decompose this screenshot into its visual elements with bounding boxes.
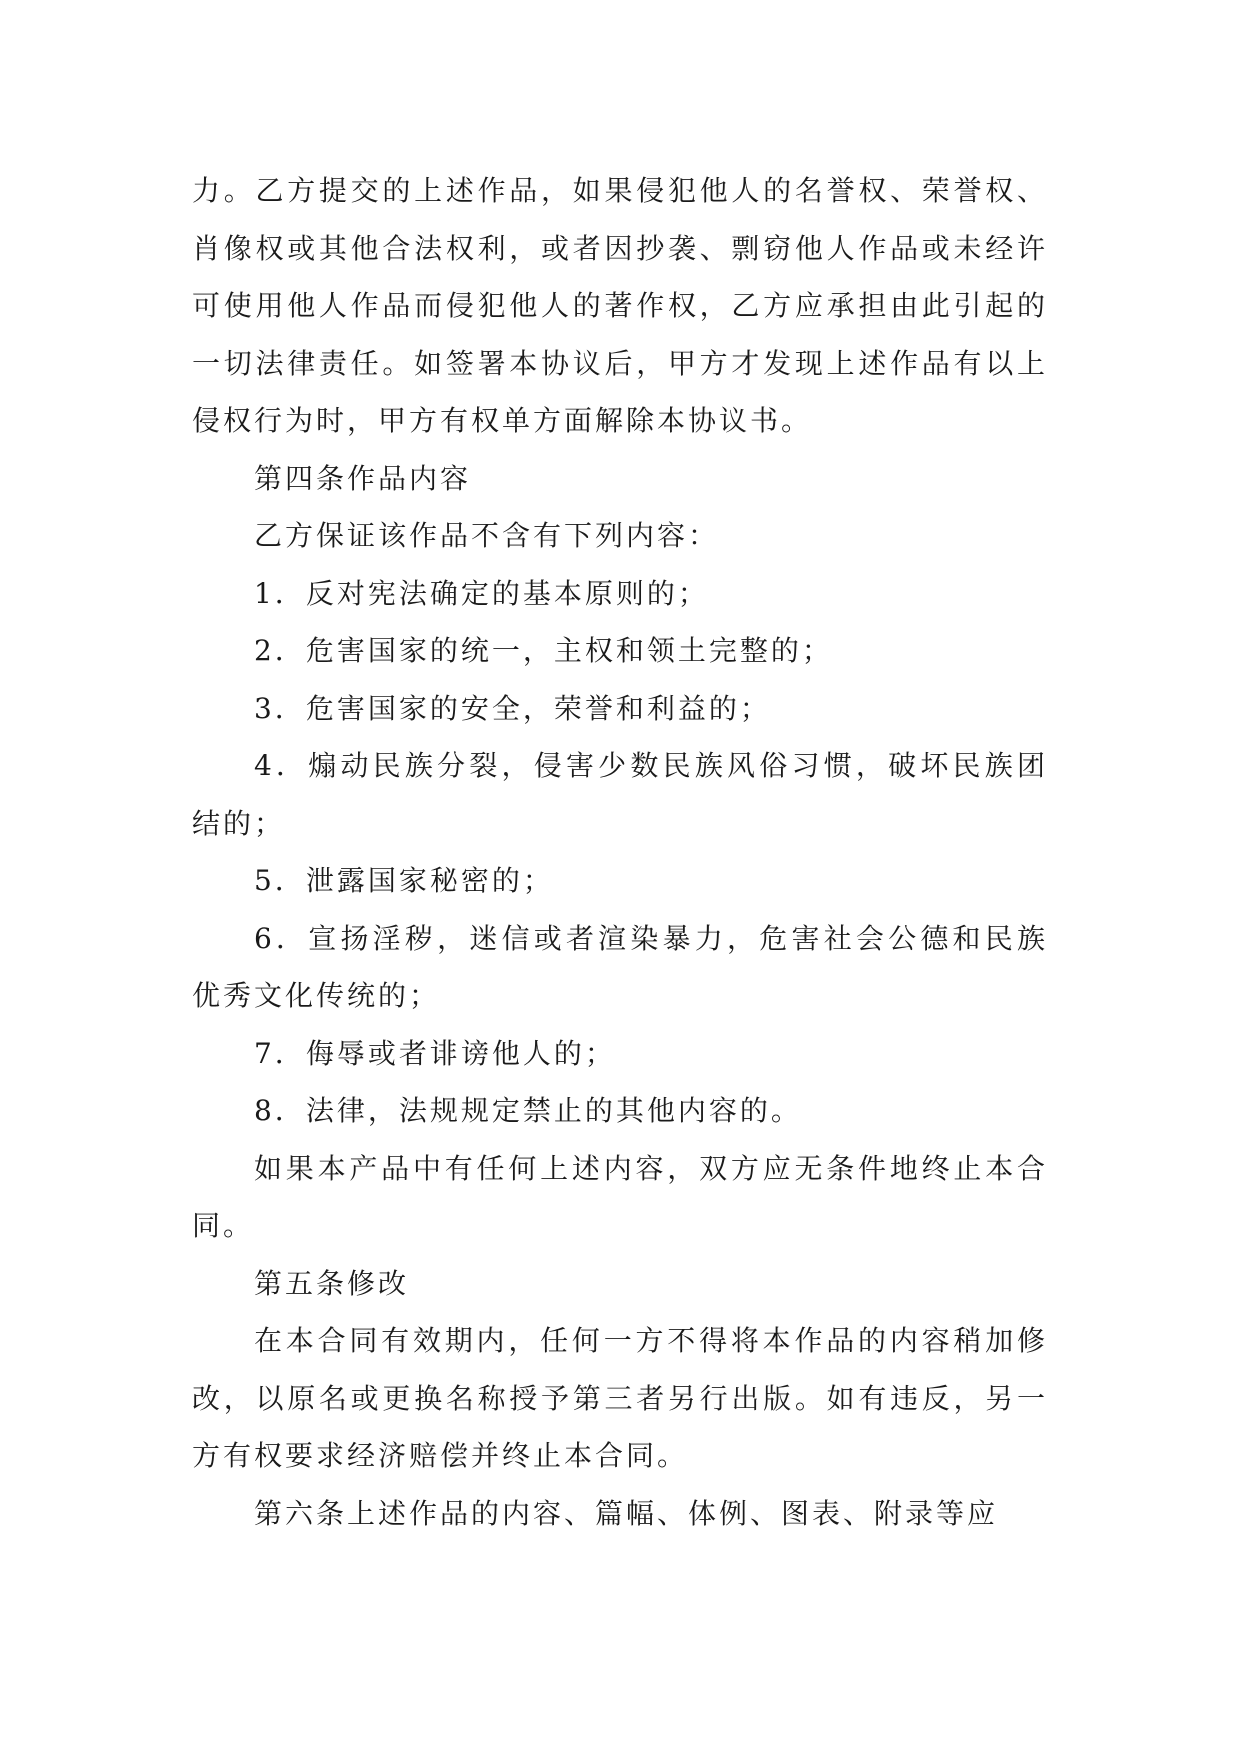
heading-article-5: 第五条修改 [254,1266,410,1300]
list-item-7: 7．侮辱或者诽谤他人的； [254,1036,616,1070]
list-item-6: 6．宣扬淫秽，迷信或者渲染暴力，危害社会公德和民族优秀文化传统的； [192,921,1048,1012]
paragraph-infringement-liability: 力。乙方提交的上述作品，如果侵犯他人的名誉权、荣誉权、肖像权或其他合法权利，或者因抄袭、剽窃他人作品或未经许可使用他人作品而侵犯他人的著作权，乙方应承担由此引起的一切法律责任。如签署本协议后，甲方才发现上述作品有以上侵权行为时，甲方有权单方面解除本协议书。 [192,174,1048,437]
list-item-5: 5．泄露国家秘密的； [254,864,554,897]
paragraph-modification: 在本合同有效期内，任何一方不得将本作品的内容稍加修改，以原名或更换名称授予第三者另行出版。如有违反，另一方有权要求经济赔偿并终止本合同。 [192,1324,1048,1472]
paragraph-article-6: 第六条上述作品的内容、篇幅、体例、图表、附录等应 [254,1496,999,1530]
list-item-3: 3．危害国家的安全，荣誉和利益的； [254,691,771,725]
paragraph-termination: 如果本产品中有任何上述内容，双方应无条件地终止本合同。 [192,1151,1048,1242]
list-item-4: 4．煽动民族分裂，侵害少数民族风俗习惯，破坏民族团结的； [192,749,1048,840]
document-body [192,162,1048,1542]
paragraph-content-guarantee: 乙方保证该作品不含有下列内容： [254,519,720,552]
list-item-8: 8．法律，法规规定禁止的其他内容的。 [254,1094,802,1127]
list-item-1: 1．反对宪法确定的基本原则的； [254,576,709,610]
list-item-2: 2．危害国家的统一，主权和领土完整的； [254,634,833,667]
heading-article-4: 第四条作品内容 [254,461,472,495]
